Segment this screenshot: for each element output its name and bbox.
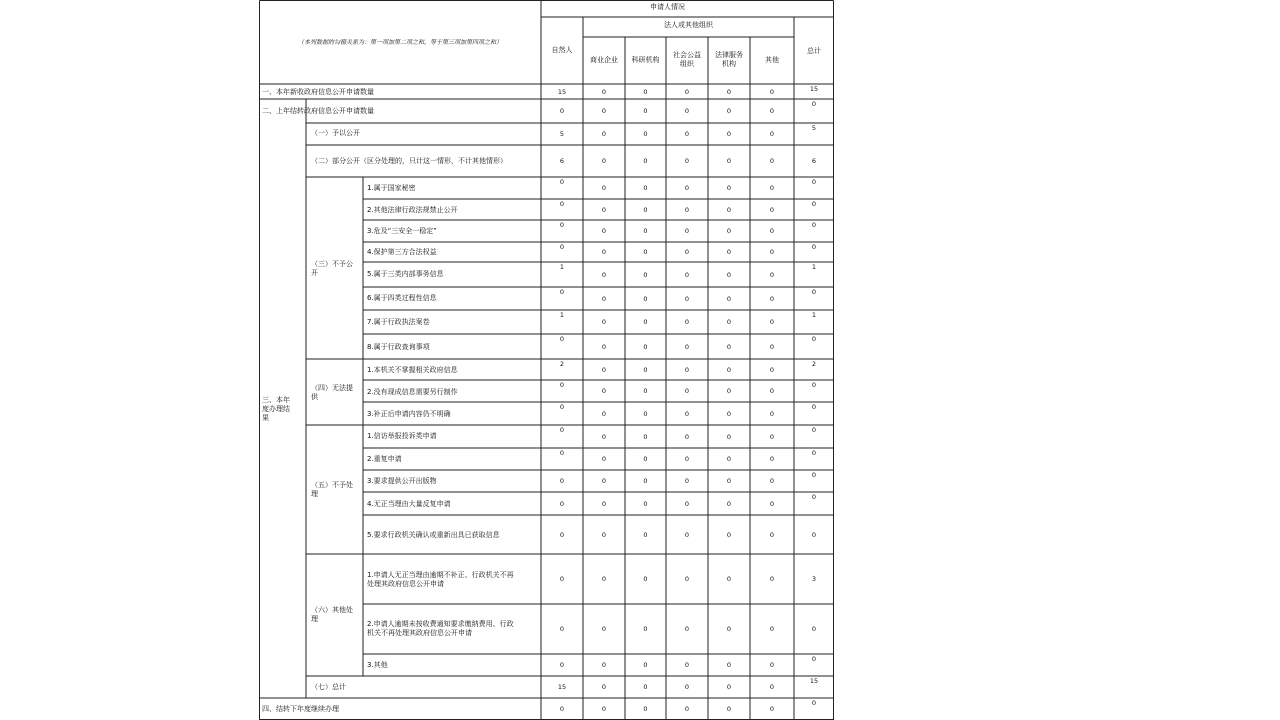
value-cell: 0 [726,433,732,441]
value-cell: 0 [684,625,690,633]
header-natural-person: 自然人 [551,46,573,54]
value-cell: 0 [601,531,607,539]
value-cell: 0 [643,500,648,508]
value-cell: 0 [769,157,775,165]
item-label-5-5: 5.要求行政机关确认或重新出具已获取信息 [367,531,500,539]
value-cell: 0 [769,206,775,214]
value-cell: 0 [559,625,565,633]
value-cell: 0 [684,184,690,192]
value-cell: 0 [726,88,732,96]
value-cell: 1 [559,311,565,319]
value-cell: 0 [643,206,648,214]
value-cell: 0 [601,575,607,583]
value-cell: 0 [769,410,775,418]
item-label-6-3: 3.其他 [367,661,388,669]
item-label-3-2: 2.其他法律行政法规禁止公开 [367,206,458,214]
value-cell: 0 [601,705,607,713]
value-cell: 0 [811,625,817,633]
value-cell: 0 [601,248,607,256]
value-cell: 0 [769,271,775,279]
group-label-disclosed: （一）予以公开 [311,129,360,137]
value-cell: 0 [643,387,648,395]
value-cell: 3 [811,575,817,583]
value-cell: 0 [811,403,817,411]
value-cell: 0 [769,575,775,583]
value-cell: 0 [769,227,775,235]
value-cell: 0 [601,88,607,96]
value-cell: 0 [643,661,648,669]
value-cell: 0 [684,661,690,669]
header-legal-group: 法人或其他组织 [664,21,713,29]
value-cell: 0 [769,705,775,713]
value-cell: 0 [684,433,690,441]
value-cell: 15 [809,85,819,93]
value-cell: 0 [769,295,775,303]
value-cell: 0 [601,318,607,326]
value-cell: 0 [601,625,607,633]
value-cell: 0 [601,227,607,235]
value-cell: 0 [811,335,817,343]
disclosure-statistics-table [259,0,834,720]
group-label-not-disclosed: （三）不予公 开 [311,260,353,277]
value-cell: 0 [811,699,817,707]
value-cell: 0 [726,343,732,351]
header-other: 其他 [765,56,779,64]
value-cell: 0 [684,130,690,138]
value-cell: 0 [769,500,775,508]
value-cell: 0 [643,248,648,256]
value-cell: 0 [643,318,648,326]
value-cell: 0 [643,366,648,374]
row-label-next-year: 四、结转下年度继续办理 [262,705,339,713]
value-cell: 0 [559,661,565,669]
value-cell: 0 [726,206,732,214]
value-cell: 0 [643,683,648,691]
value-cell: 0 [643,455,648,463]
value-cell: 0 [726,661,732,669]
value-cell: 1 [811,263,817,271]
value-cell: 0 [601,107,607,115]
item-label-3-5: 5.属于三类内部事务信息 [367,270,444,278]
value-cell: 0 [684,410,690,418]
value-cell: 0 [769,455,775,463]
value-cell: 0 [684,705,690,713]
value-cell: 0 [684,477,690,485]
value-cell: 0 [684,455,690,463]
value-cell: 0 [601,184,607,192]
value-cell: 0 [726,575,732,583]
group-label-subtotal: （七）总计 [311,683,346,691]
value-cell: 0 [811,288,817,296]
value-cell: 0 [811,531,817,539]
value-cell: 0 [769,661,775,669]
value-cell: 0 [684,366,690,374]
value-cell: 0 [559,381,565,389]
value-cell: 0 [601,433,607,441]
value-cell: 0 [726,410,732,418]
value-cell: 0 [769,625,775,633]
value-cell: 0 [811,471,817,479]
value-cell: 0 [601,410,607,418]
value-cell: 0 [559,243,565,251]
value-cell: 0 [769,433,775,441]
value-cell: 0 [601,500,607,508]
value-cell: 6 [559,157,565,165]
value-cell: 0 [684,88,690,96]
value-cell: 0 [726,184,732,192]
value-cell: 0 [559,426,565,434]
value-cell: 0 [684,107,690,115]
header-social: 社会公益 组织 [673,51,701,68]
value-cell: 0 [684,318,690,326]
item-label-3-7: 7.属于行政执法案卷 [367,318,430,326]
value-cell: 0 [559,221,565,229]
value-cell: 0 [684,248,690,256]
value-cell: 1 [559,263,565,271]
value-cell: 0 [811,493,817,501]
value-cell: 0 [601,366,607,374]
value-cell: 0 [726,157,732,165]
value-cell: 0 [726,130,732,138]
value-cell: 0 [559,449,565,457]
value-cell: 0 [811,243,817,251]
group-label-not-processed: （五）不予处 理 [311,481,353,498]
value-cell: 0 [601,271,607,279]
value-cell: 0 [643,433,648,441]
value-cell: 0 [769,248,775,256]
value-cell: 15 [557,88,567,96]
value-cell: 0 [684,157,690,165]
value-cell: 0 [726,477,732,485]
value-cell: 0 [643,625,648,633]
value-cell: 0 [559,335,565,343]
group-label-partial: （二）部分公开（区分处理的，只计这一情形，不计其他情形） [311,157,507,165]
value-cell: 0 [726,531,732,539]
value-cell: 0 [769,366,775,374]
value-cell: 0 [684,271,690,279]
section-label-results: 三、本年 度办理结 果 [262,396,290,422]
value-cell: 15 [557,683,567,691]
value-cell: 0 [684,531,690,539]
item-label-6-2: 2.申请人逾期未按收费通知要求缴纳费用、行政 机关不再处理其政府信息公开申请 [367,620,514,637]
value-cell: 0 [684,683,690,691]
value-cell: 0 [643,477,648,485]
value-cell: 0 [769,107,775,115]
value-cell: 5 [559,130,565,138]
value-cell: 0 [643,531,648,539]
value-cell: 0 [684,387,690,395]
value-cell: 0 [643,88,648,96]
item-label-3-4: 4.保护第三方合法权益 [367,248,437,256]
value-cell: 0 [559,531,565,539]
item-label-5-4: 4.无正当理由大量反复申请 [367,500,451,508]
value-cell: 0 [769,683,775,691]
value-cell: 0 [601,343,607,351]
value-cell: 0 [643,157,648,165]
value-cell: 0 [811,221,817,229]
value-cell: 0 [769,531,775,539]
value-cell: 0 [601,477,607,485]
value-cell: 0 [643,271,648,279]
item-label-3-3: 3.危及“三安全一稳定” [367,227,437,235]
header-note: （本列数据的勾稽关系为：第一项加第二项之和，等于第三项加第四项之和） [297,39,502,46]
header-applicant: 申请人情况 [650,3,685,11]
value-cell: 0 [601,455,607,463]
item-label-5-1: 1.信访举报投诉类申请 [367,432,437,440]
value-cell: 0 [559,575,565,583]
item-label-4-2: 2.没有现成信息需要另行制作 [367,388,458,396]
value-cell: 0 [726,107,732,115]
value-cell: 0 [726,248,732,256]
value-cell: 0 [811,200,817,208]
value-cell: 1 [811,311,817,319]
item-label-3-6: 6.属于四类过程性信息 [367,294,437,302]
item-label-5-3: 3.要求提供公开出版物 [367,477,437,485]
value-cell: 0 [559,178,565,186]
value-cell: 0 [559,107,565,115]
value-cell: 5 [811,124,817,132]
value-cell: 0 [726,295,732,303]
value-cell: 0 [726,318,732,326]
value-cell: 2 [559,360,565,368]
value-cell: 0 [811,100,817,108]
value-cell: 0 [684,227,690,235]
value-cell: 0 [811,449,817,457]
item-label-5-2: 2.重复申请 [367,455,402,463]
value-cell: 0 [769,343,775,351]
value-cell: 0 [643,343,648,351]
header-total: 总计 [807,47,821,55]
header-commercial: 商业企业 [590,56,618,64]
value-cell: 2 [811,360,817,368]
value-cell: 0 [643,575,648,583]
group-label-unavailable: （四）无法提 供 [311,384,353,401]
item-label-4-3: 3.补正后申请内容仍不明确 [367,410,451,418]
value-cell: 0 [643,410,648,418]
header-research: 科研机构 [631,56,660,64]
value-cell: 0 [726,500,732,508]
value-cell: 0 [684,575,690,583]
group-label-other-handling: （六）其他处 理 [311,606,353,623]
row-label-carryover: 二、上年结转政府信息公开申请数量 [262,107,374,115]
value-cell: 0 [684,295,690,303]
value-cell: 0 [726,387,732,395]
value-cell: 0 [769,130,775,138]
value-cell: 0 [643,130,648,138]
value-cell: 0 [769,88,775,96]
value-cell: 0 [811,655,817,663]
value-cell: 0 [643,227,648,235]
value-cell: 0 [601,295,607,303]
value-cell: 0 [811,426,817,434]
value-cell: 0 [726,625,732,633]
value-cell: 0 [601,387,607,395]
value-cell: 0 [559,288,565,296]
value-cell: 0 [811,381,817,389]
value-cell: 0 [601,157,607,165]
value-cell: 0 [559,403,565,411]
value-cell: 0 [769,387,775,395]
value-cell: 0 [643,184,648,192]
value-cell: 0 [601,661,607,669]
value-cell: 0 [643,295,648,303]
value-cell: 0 [726,705,732,713]
value-cell: 6 [811,157,817,165]
value-cell: 0 [769,477,775,485]
value-cell: 0 [559,500,565,508]
item-label-3-8: 8.属于行政查询事项 [367,343,430,351]
value-cell: 0 [643,705,648,713]
header-legal-service: 法律服务 机构 [715,51,743,68]
value-cell: 0 [726,366,732,374]
value-cell: 0 [726,227,732,235]
item-label-6-1: 1.申请人无正当理由逾期不补正、行政机关不再 处理其政府信息公开申请 [367,571,514,588]
value-cell: 0 [684,343,690,351]
item-label-3-1: 1.属于国家秘密 [367,184,416,192]
value-cell: 0 [811,178,817,186]
value-cell: 0 [726,455,732,463]
value-cell: 0 [769,318,775,326]
value-cell: 0 [684,500,690,508]
value-cell: 0 [726,271,732,279]
value-cell: 0 [601,683,607,691]
value-cell: 0 [559,705,565,713]
value-cell: 0 [643,107,648,115]
row-label-new: 一、本年新收政府信息公开申请数量 [262,88,374,96]
value-cell: 0 [601,130,607,138]
value-cell: 15 [809,677,819,685]
value-cell: 0 [601,206,607,214]
value-cell: 0 [769,184,775,192]
item-label-4-1: 1.本机关不掌握相关政府信息 [367,366,458,374]
value-cell: 0 [726,683,732,691]
value-cell: 0 [559,477,565,485]
value-cell: 0 [559,200,565,208]
value-cell: 0 [684,206,690,214]
